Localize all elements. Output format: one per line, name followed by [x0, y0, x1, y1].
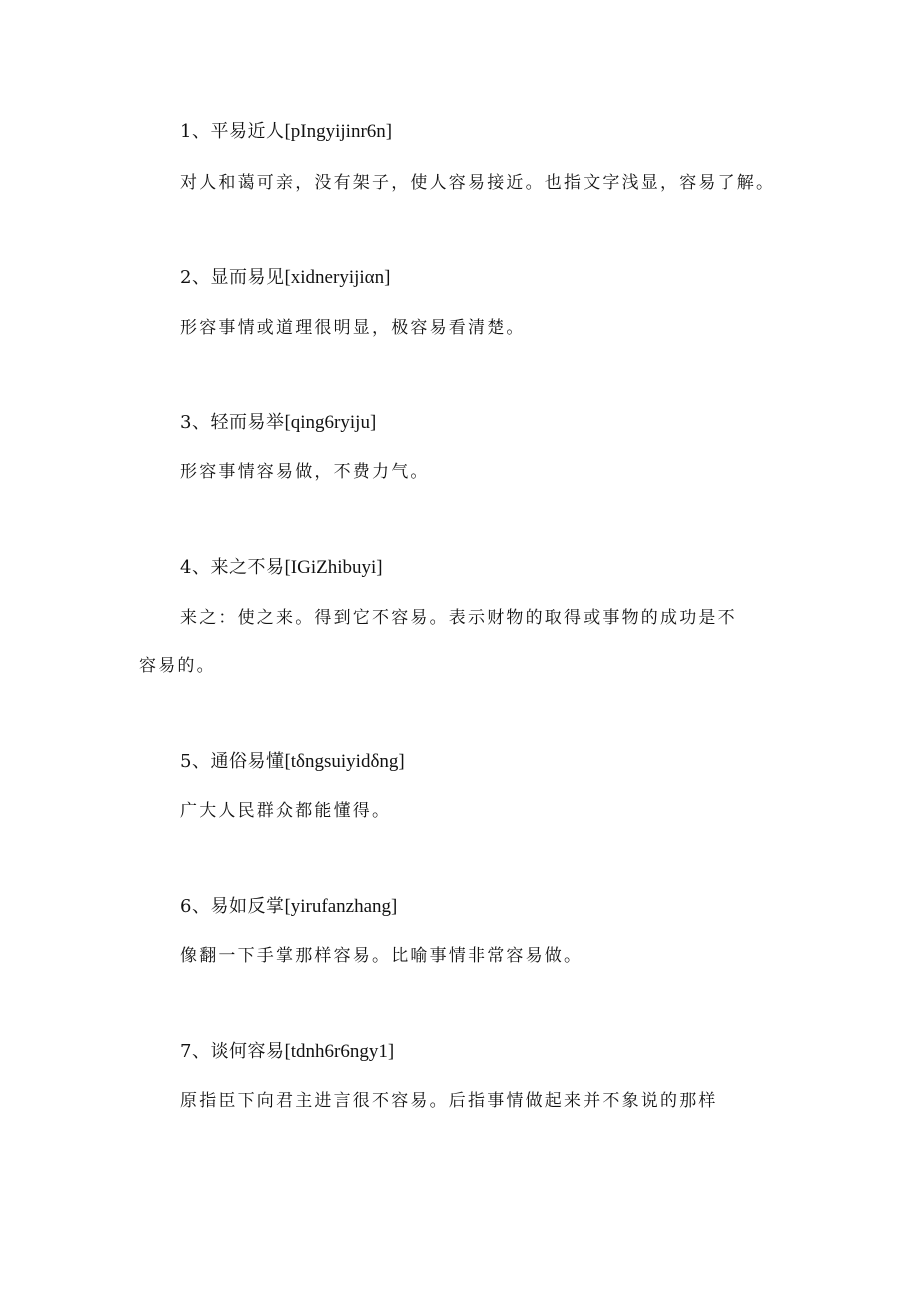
idiom-word: 易如反掌: [210, 896, 285, 917]
entry-number: 2、: [180, 267, 211, 288]
idiom-definition: 原指臣下向君主进言很不容易。后指事情做起来并不象说的那样: [180, 1091, 718, 1111]
entry-number: 7、: [180, 1041, 211, 1062]
idiom-definition-continuation: 容易的。: [139, 656, 216, 676]
idiom-definition: 对人和蔼可亲，没有架子，使人容易接近。也指文字浅显，容易了解。: [180, 173, 776, 193]
idiom-heading: [180, 750, 405, 774]
idiom-definition: 广大人民群众都能懂得。: [180, 801, 392, 821]
idiom-heading: [180, 895, 397, 919]
idiom-word: 通俗易懂: [210, 751, 285, 772]
entry-number: 1、: [180, 121, 211, 142]
idiom-word: 平易近人: [210, 121, 285, 142]
idiom-definition: 形容事情容易做，不费力气。: [180, 462, 430, 482]
idiom-heading: [180, 1040, 394, 1064]
idiom-heading: [180, 556, 383, 580]
entry-number: 6、: [180, 896, 211, 917]
idiom-pinyin: [tdnh6r6ngy1]: [284, 1041, 395, 1062]
idiom-word: 显而易见: [210, 267, 285, 288]
idiom-word: 来之不易: [210, 557, 285, 578]
idiom-pinyin: [IGiZhibuyi]: [284, 557, 383, 578]
idiom-pinyin: [yirufanzhang]: [284, 896, 398, 917]
entry-number: 4、: [180, 557, 211, 578]
idiom-heading: [180, 120, 392, 144]
idiom-word: 谈何容易: [210, 1041, 285, 1062]
idiom-heading: [180, 411, 376, 435]
idiom-definition: 形容事情或道理很明显，极容易看清楚。: [180, 318, 526, 338]
idiom-pinyin: [tδngsuiyidδng]: [284, 751, 405, 772]
idiom-definition: 像翻一下手掌那样容易。比喻事情非常容易做。: [180, 946, 584, 966]
idiom-definition: 来之：使之来。得到它不容易。表示财物的取得或事物的成功是不: [180, 608, 737, 628]
entry-number: 5、: [180, 751, 211, 772]
idiom-heading: [180, 266, 390, 290]
idiom-pinyin: [qing6ryiju]: [284, 412, 377, 433]
entry-number: 3、: [180, 412, 211, 433]
idiom-pinyin: [xidneryijiαn]: [284, 267, 391, 288]
idiom-pinyin: [pIngyijinr6n]: [284, 121, 393, 142]
idiom-word: 轻而易举: [210, 412, 285, 433]
